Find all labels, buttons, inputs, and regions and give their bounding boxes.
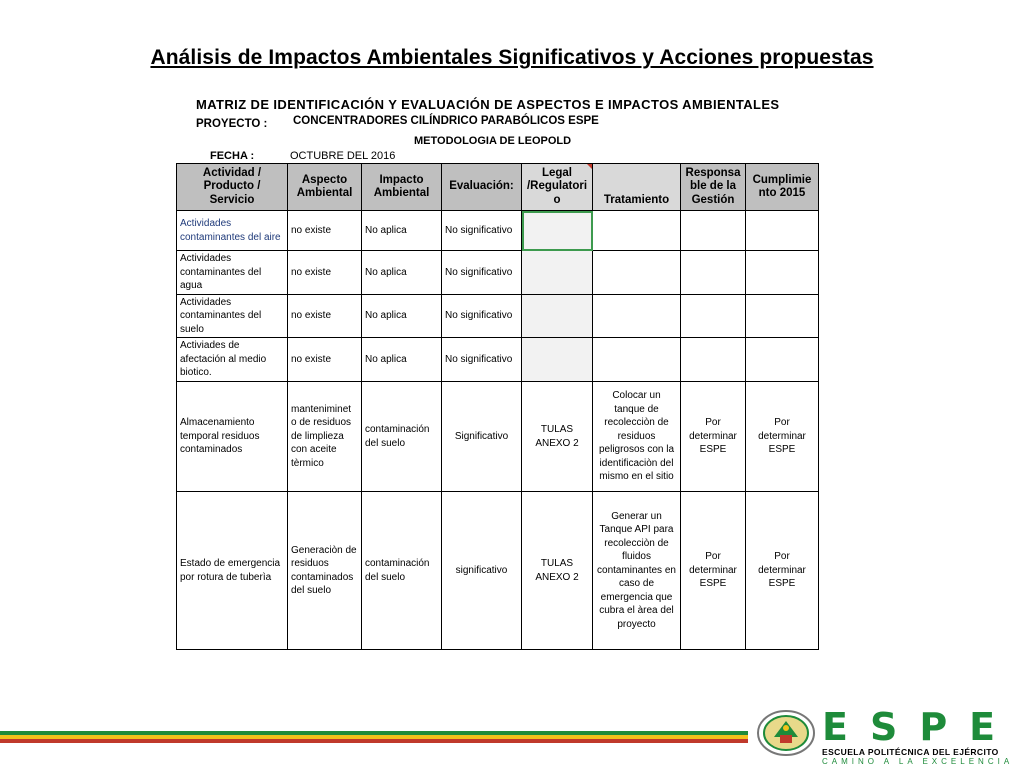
cell-cumplimiento xyxy=(746,294,819,338)
cell-cumplimiento: Por determinar ESPE xyxy=(746,492,819,650)
footer xyxy=(0,695,1024,768)
cell-legal: TULAS ANEXO 2 xyxy=(522,492,593,650)
cell-legal: TULAS ANEXO 2 xyxy=(522,382,593,492)
cell-impacto: No aplica xyxy=(362,294,442,338)
cell-responsable: Por determinar ESPE xyxy=(681,492,746,650)
cell-aspecto: manteniminet o de residuos de limplieza con aceite tèrmico xyxy=(288,382,362,492)
table-row xyxy=(177,382,819,492)
cell-legal-selected[interactable] xyxy=(522,211,593,251)
institution-name: ESCUELA POLITÉCNICA DEL EJÉRCITO xyxy=(822,747,999,757)
cell-cumplimiento xyxy=(746,211,819,251)
cell-responsable xyxy=(681,338,746,382)
cell-evaluacion: No significativo xyxy=(442,251,522,295)
cell-responsable xyxy=(681,211,746,251)
cell-cumplimiento xyxy=(746,338,819,382)
table-row xyxy=(177,492,819,650)
cell-evaluacion: significativo xyxy=(442,492,522,650)
cell-aspecto: no existe xyxy=(288,251,362,295)
table-row xyxy=(177,251,819,295)
header-aspecto: Aspecto Ambiental xyxy=(288,164,362,211)
cell-impacto: No aplica xyxy=(362,338,442,382)
header-cumplimiento: Cumplimie nto 2015 xyxy=(746,164,819,211)
cell-aspecto: no existe xyxy=(288,294,362,338)
cell-impacto: No aplica xyxy=(362,251,442,295)
cell-legal xyxy=(522,338,593,382)
cell-tratamiento xyxy=(593,251,681,295)
cell-aspecto: Generaciòn de residuos contaminados del suelo xyxy=(288,492,362,650)
cell-impacto: contaminación del suelo xyxy=(362,492,442,650)
project-label: PROYECTO : xyxy=(196,118,268,130)
impact-matrix-table xyxy=(176,163,819,650)
cell-tratamiento xyxy=(593,338,681,382)
cell-legal xyxy=(522,294,593,338)
slide-title: Análisis de Impactos Ambientales Significativos y Acciones propuestas xyxy=(150,46,874,69)
header-evaluacion: Evaluación: xyxy=(442,164,522,211)
header-legal-text: Legal /Regulatori o xyxy=(526,166,588,206)
date-label: FECHA : xyxy=(210,150,255,162)
cell-tratamiento xyxy=(593,211,681,251)
cell-evaluacion: No significativo xyxy=(442,211,522,251)
cell-responsable xyxy=(681,251,746,295)
cell-impacto: contaminación del suelo xyxy=(362,382,442,492)
comment-marker-icon xyxy=(587,164,592,169)
cell-actividad: Activiades de afectación al medio biotico. xyxy=(177,338,288,382)
cell-tratamiento: Colocar un tanque de recolecciòn de residuos peligrosos con la identificaciòn del mismo en el sitio xyxy=(593,382,681,492)
cell-actividad: Actividades contaminantes del aire xyxy=(177,211,288,251)
cell-tratamiento: Generar un Tanque API para recolecciòn de fluidos contaminantes en caso de emergencia que cubra el àrea del proyecto xyxy=(593,492,681,650)
cell-actividad: Actividades contaminantes del suelo xyxy=(177,294,288,338)
header-legal xyxy=(522,164,593,211)
header-tratamiento: Tratamiento xyxy=(593,164,681,211)
cell-actividad: Estado de emergencia por rotura de tuberìa xyxy=(177,492,288,650)
matrix-title: MATRIZ DE IDENTIFICACIÓN Y EVALUACIÓN DE ASPECTOS E IMPACTOS AMBIENTALES xyxy=(196,97,780,112)
project-value: CONCENTRADORES CILÍNDRICO PARABÓLICOS ESPE xyxy=(293,115,599,127)
cell-evaluacion: Significativo xyxy=(442,382,522,492)
cell-responsable xyxy=(681,294,746,338)
cell-cumplimiento xyxy=(746,251,819,295)
cell-evaluacion: No significativo xyxy=(442,338,522,382)
date-value: OCTUBRE DEL 2016 xyxy=(290,150,396,162)
header-responsable: Responsa ble de la Gestión xyxy=(681,164,746,211)
header-actividad: Actividad / Producto / Servicio xyxy=(177,164,288,211)
table-row xyxy=(177,338,819,382)
header-impacto: Impacto Ambiental xyxy=(362,164,442,211)
table-row xyxy=(177,211,819,251)
espe-letters: ESPE xyxy=(822,705,1018,749)
table-header-row xyxy=(177,164,819,211)
cell-tratamiento xyxy=(593,294,681,338)
cell-aspecto: no existe xyxy=(288,211,362,251)
institution-motto: CAMINO A LA EXCELENCIA xyxy=(822,757,1014,766)
cell-actividad: Almacenamiento temporal residuos contaminados xyxy=(177,382,288,492)
cell-cumplimiento: Por determinar ESPE xyxy=(746,382,819,492)
cell-aspecto: no existe xyxy=(288,338,362,382)
cell-impacto: No aplica xyxy=(362,211,442,251)
cell-responsable: Por determinar ESPE xyxy=(681,382,746,492)
stripe-red xyxy=(0,739,748,743)
cell-evaluacion: No significativo xyxy=(442,294,522,338)
methodology: METODOLOGIA DE LEOPOLD xyxy=(414,135,572,147)
cell-legal xyxy=(522,251,593,295)
table-row xyxy=(177,294,819,338)
cell-actividad: Actividades contaminantes del agua xyxy=(177,251,288,295)
university-seal-icon xyxy=(756,709,816,757)
